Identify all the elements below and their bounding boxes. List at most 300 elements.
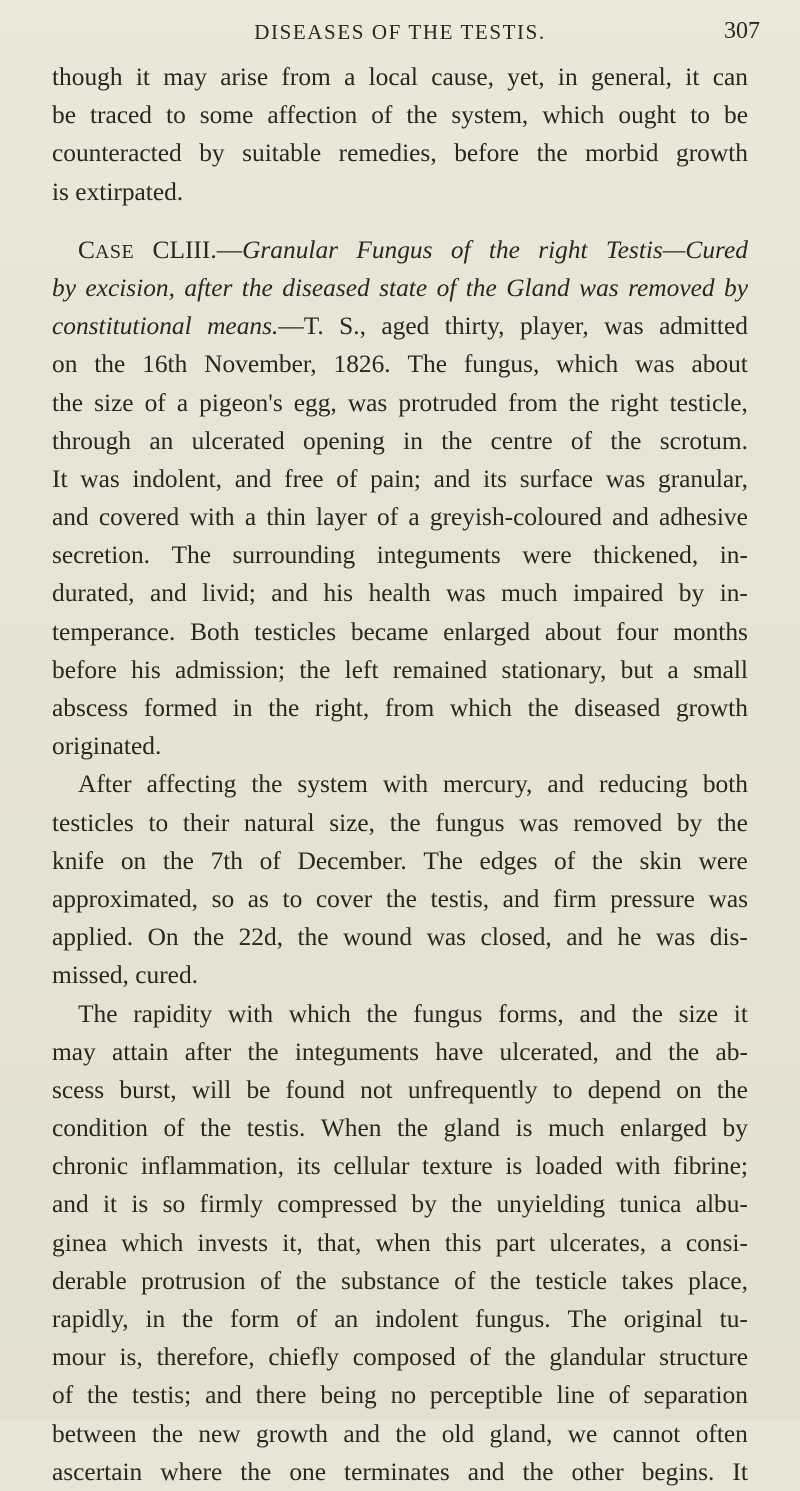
word: local xyxy=(368,63,418,91)
word: integuments xyxy=(294,1037,419,1066)
word: was xyxy=(604,312,644,341)
word: the xyxy=(366,999,398,1028)
running-head: DISEASES OF THE TESTIS. xyxy=(254,20,546,44)
word: the xyxy=(536,139,568,168)
word: free xyxy=(284,464,324,493)
text-line xyxy=(52,765,748,803)
word: fungus xyxy=(413,999,483,1028)
text-line xyxy=(52,1033,748,1071)
word: of xyxy=(570,426,593,455)
word: On xyxy=(147,923,179,952)
word: growth xyxy=(256,1419,328,1448)
word: a xyxy=(244,503,257,532)
word: of xyxy=(259,846,281,875)
word: burst, xyxy=(119,1075,177,1104)
word: cover xyxy=(315,884,373,913)
word: the xyxy=(151,1419,183,1448)
word: from xyxy=(281,63,331,91)
word: which xyxy=(556,350,619,379)
word: from xyxy=(508,388,558,417)
word: the xyxy=(488,235,520,264)
word: four xyxy=(616,617,659,646)
word: about xyxy=(691,350,748,379)
word: growth xyxy=(676,139,748,168)
word: as xyxy=(247,884,269,913)
word: traced xyxy=(89,101,152,130)
word: S., xyxy=(339,312,366,341)
word: therefore, xyxy=(156,1343,255,1372)
word: much xyxy=(501,579,558,608)
word: which xyxy=(288,999,351,1028)
word: and xyxy=(343,1419,380,1448)
word: state xyxy=(379,273,428,302)
word: compressed xyxy=(277,1190,398,1219)
word: a xyxy=(660,1228,672,1257)
word: remedies, xyxy=(338,139,437,168)
word: pressure xyxy=(610,884,695,913)
text-line xyxy=(52,345,748,383)
word: dis- xyxy=(709,923,748,952)
word: Testis—Cured xyxy=(605,235,748,264)
word: from xyxy=(384,694,435,722)
text-line xyxy=(52,384,748,422)
word: it xyxy=(102,1190,118,1219)
word: was xyxy=(519,808,559,837)
word: thirty, xyxy=(444,312,505,341)
word: with xyxy=(382,770,429,799)
word: form xyxy=(229,1305,280,1333)
word: by xyxy=(199,139,225,168)
word: was xyxy=(426,923,467,952)
text-line xyxy=(52,173,748,211)
word: surrounding xyxy=(232,541,356,570)
word: the xyxy=(522,1457,554,1486)
word: was xyxy=(655,923,696,952)
word: 16th xyxy=(142,350,188,379)
word: begins. xyxy=(641,1457,715,1486)
word: ought xyxy=(618,101,677,130)
word: admitted xyxy=(659,312,748,341)
word: often xyxy=(695,1419,748,1448)
word: no xyxy=(390,1381,417,1410)
text-line xyxy=(52,574,748,612)
word: the xyxy=(200,1114,232,1143)
word: the xyxy=(240,1457,272,1486)
word: 1826. xyxy=(333,350,391,379)
word: he xyxy=(617,923,642,952)
word: left xyxy=(344,655,379,684)
word: aged xyxy=(381,312,430,341)
word: ascertain xyxy=(52,1457,143,1486)
page-number: 307 xyxy=(724,18,760,44)
word: CLIII.—Granular xyxy=(152,235,339,264)
word: inflammation, xyxy=(140,1152,284,1181)
word: of xyxy=(377,503,399,532)
word: loaded xyxy=(534,1152,603,1181)
word: adhesive xyxy=(659,503,748,532)
word: small xyxy=(692,655,748,684)
word: with xyxy=(227,999,274,1028)
word: unfrequently xyxy=(407,1075,538,1104)
text-line xyxy=(52,1224,748,1262)
word: temperance. xyxy=(52,617,176,646)
word: The xyxy=(567,1305,607,1333)
word: that, xyxy=(316,1228,362,1257)
word: structure xyxy=(659,1343,748,1372)
word: we xyxy=(567,1419,598,1448)
word: rapidly, xyxy=(52,1305,129,1333)
word: The xyxy=(423,846,463,875)
word: growth xyxy=(675,694,748,722)
text-line xyxy=(52,460,748,498)
word: its xyxy=(296,1152,321,1181)
word: the xyxy=(52,388,84,417)
word: was xyxy=(80,464,120,493)
word: protrusion xyxy=(141,1266,246,1295)
word: there xyxy=(255,1381,307,1410)
word: though xyxy=(52,63,123,91)
text-line xyxy=(52,1338,748,1376)
word: of xyxy=(469,1343,491,1372)
word: the xyxy=(591,846,623,875)
word: found xyxy=(285,1075,345,1104)
word: the xyxy=(465,273,497,302)
text-line xyxy=(52,536,748,574)
body-text xyxy=(52,58,748,1491)
word: of xyxy=(436,273,457,302)
word: knife xyxy=(52,846,105,875)
word: morbid xyxy=(585,139,659,168)
word: old xyxy=(441,1419,475,1448)
word: applied. xyxy=(52,923,134,952)
word: fungus xyxy=(435,808,505,837)
word: in xyxy=(403,426,423,455)
word: gland, xyxy=(489,1419,553,1448)
word: in xyxy=(557,63,578,91)
word: surface xyxy=(519,464,594,493)
word: forms, xyxy=(498,999,564,1028)
word: in xyxy=(145,1305,166,1333)
word: derable xyxy=(52,1266,127,1295)
word: is xyxy=(515,1114,533,1143)
word: was xyxy=(579,273,619,302)
word: layer xyxy=(316,503,367,532)
word: mercury, xyxy=(443,770,533,799)
word: to xyxy=(552,1075,573,1104)
word: affection xyxy=(267,101,358,130)
word: the xyxy=(397,1114,429,1143)
word: other xyxy=(571,1457,624,1486)
word: the xyxy=(299,655,331,684)
word: part xyxy=(495,1228,536,1257)
word: consi- xyxy=(685,1228,748,1257)
word: before xyxy=(52,655,117,684)
word: ulcerated xyxy=(191,426,285,455)
word: 7th xyxy=(210,846,244,875)
word: health xyxy=(368,579,431,608)
word: and xyxy=(234,464,272,493)
word: so xyxy=(162,1190,186,1219)
word: the xyxy=(295,1266,327,1295)
word: enlarged xyxy=(620,1114,707,1143)
word: extirpated. xyxy=(75,177,184,206)
word: player, xyxy=(519,312,589,341)
word: fungus. xyxy=(475,1305,551,1333)
word: of xyxy=(608,1381,630,1410)
text-line xyxy=(52,1415,748,1453)
text-line xyxy=(52,842,748,880)
word: of xyxy=(52,1381,74,1410)
word: composed xyxy=(352,1343,456,1372)
word: and xyxy=(579,999,617,1028)
word: Both xyxy=(190,617,240,646)
word: were xyxy=(522,541,572,570)
word: 22d, xyxy=(238,923,284,952)
word: and xyxy=(566,923,603,952)
word: and xyxy=(433,464,471,493)
word: counteracted xyxy=(52,139,182,168)
word: after xyxy=(184,273,233,302)
word: in- xyxy=(719,541,748,570)
word: by xyxy=(724,273,748,302)
word: the xyxy=(527,694,559,722)
word: removed xyxy=(628,273,715,302)
word: with xyxy=(615,1152,661,1181)
word: on xyxy=(120,846,147,875)
word: thin xyxy=(266,503,306,532)
text-line xyxy=(52,1147,748,1185)
word: When xyxy=(320,1114,382,1143)
word: be xyxy=(246,1075,271,1104)
word: the xyxy=(504,1343,536,1372)
word: will xyxy=(191,1075,232,1104)
word: system, xyxy=(451,101,529,130)
text-line xyxy=(52,613,748,651)
word: pain; xyxy=(370,464,421,493)
word: when xyxy=(375,1228,431,1257)
word: which xyxy=(542,101,605,130)
word: the xyxy=(385,884,417,913)
text-line xyxy=(52,651,748,689)
word: ab- xyxy=(715,1037,748,1066)
word: ulcerated, xyxy=(499,1037,599,1066)
word: by xyxy=(722,1114,748,1143)
word: testicle, xyxy=(669,388,748,417)
word: thickened, xyxy=(593,541,699,570)
word: both xyxy=(702,770,748,799)
word: testicle xyxy=(535,1266,608,1295)
word: cause, xyxy=(431,63,494,91)
word: It xyxy=(732,1457,748,1486)
word: stationary, xyxy=(501,655,607,684)
word: which xyxy=(121,1228,184,1257)
word: Gland xyxy=(506,273,570,302)
word: but xyxy=(620,655,654,684)
word: be xyxy=(724,101,748,130)
word: of xyxy=(163,1114,185,1143)
word: being xyxy=(320,1381,377,1410)
text-line xyxy=(52,918,748,956)
word: separation xyxy=(643,1381,748,1410)
word: is xyxy=(505,1152,523,1181)
word: integuments xyxy=(376,541,501,570)
word: ginea xyxy=(52,1228,107,1257)
word: firmly xyxy=(199,1190,263,1219)
word: the xyxy=(241,273,273,302)
word: December. xyxy=(297,846,407,875)
word: covered xyxy=(98,503,180,532)
word: wound xyxy=(342,923,413,952)
word: the xyxy=(489,1266,521,1295)
text-line xyxy=(52,231,748,269)
word: the xyxy=(668,1037,700,1066)
text-line xyxy=(52,727,748,765)
word: the xyxy=(389,808,421,837)
word: was xyxy=(605,464,646,493)
word: and xyxy=(205,1381,242,1410)
word: opening xyxy=(303,426,385,455)
word: line xyxy=(556,1381,595,1410)
word: this xyxy=(444,1228,482,1257)
word: constitutional xyxy=(52,312,192,341)
word: the xyxy=(451,1190,483,1219)
word: the xyxy=(568,388,600,417)
word: and xyxy=(615,1037,652,1066)
word: granular, xyxy=(658,464,748,493)
word: indolent, xyxy=(132,464,223,493)
word: firm xyxy=(552,884,597,913)
word: scrotum. xyxy=(659,426,748,455)
word: which xyxy=(449,694,512,722)
word: testicles xyxy=(254,617,337,646)
word: through xyxy=(52,426,131,455)
word: egg, xyxy=(293,388,337,417)
word: place, xyxy=(688,1266,748,1295)
word: by xyxy=(411,1190,437,1219)
word: of xyxy=(336,464,358,493)
word: of xyxy=(454,1266,476,1295)
word: right xyxy=(538,235,588,264)
word: is xyxy=(52,177,69,206)
word: enlarged xyxy=(443,617,531,646)
word: remained xyxy=(392,655,488,684)
text-line xyxy=(52,1453,748,1491)
word: it, xyxy=(282,1228,303,1257)
page-header xyxy=(40,16,760,52)
word: by xyxy=(52,273,76,302)
word: pigeon's xyxy=(199,388,283,417)
word: and xyxy=(271,579,308,608)
word: about xyxy=(544,617,602,646)
word: diseased xyxy=(574,694,661,722)
word: After xyxy=(78,770,132,799)
text-line xyxy=(52,96,748,134)
word: on xyxy=(676,1075,702,1104)
word: new xyxy=(198,1419,241,1448)
word: approximated, xyxy=(52,884,198,913)
word: texture xyxy=(422,1152,493,1181)
word: condition xyxy=(52,1114,148,1143)
word: fibrine; xyxy=(673,1152,748,1181)
word: the xyxy=(441,426,473,455)
word: durated, xyxy=(52,579,135,608)
word: one xyxy=(289,1457,326,1486)
word: not xyxy=(360,1075,393,1104)
word: secretion. xyxy=(52,541,150,570)
word: the xyxy=(716,808,748,837)
word: a xyxy=(344,63,356,91)
word: a xyxy=(408,503,420,532)
word: attain xyxy=(112,1037,169,1066)
word: CASE xyxy=(78,235,135,264)
text-line xyxy=(52,269,748,307)
word: and xyxy=(547,770,585,799)
word: to xyxy=(690,101,710,130)
word: diseased xyxy=(282,273,370,302)
word: The xyxy=(407,350,447,379)
word: it xyxy=(733,999,748,1028)
word: months xyxy=(673,617,748,646)
word: between xyxy=(52,1419,137,1448)
word: size xyxy=(94,388,134,417)
word: the xyxy=(395,1419,427,1448)
word: the xyxy=(268,694,300,722)
word: The xyxy=(171,541,211,570)
text-line xyxy=(52,1300,748,1338)
word: an xyxy=(149,426,174,455)
word: some xyxy=(199,101,254,130)
word: tu- xyxy=(719,1305,748,1333)
word: cured. xyxy=(135,961,198,990)
word: of xyxy=(371,101,393,130)
word: centre xyxy=(490,426,553,455)
text-line xyxy=(52,1109,748,1147)
text-line xyxy=(52,498,748,536)
word: and xyxy=(52,503,89,532)
word: chronic xyxy=(52,1152,129,1181)
word: perceptible xyxy=(429,1381,543,1410)
word: cannot xyxy=(612,1419,681,1448)
word: their xyxy=(182,808,230,837)
text-line xyxy=(52,422,748,460)
word: glandular xyxy=(549,1343,646,1372)
word: an xyxy=(334,1305,359,1333)
text-line xyxy=(52,1071,748,1109)
text-line xyxy=(52,804,748,842)
word: skin xyxy=(639,846,682,875)
word: on xyxy=(52,350,78,379)
word: of xyxy=(554,846,576,875)
word: Fungus xyxy=(356,235,433,264)
word: after xyxy=(184,1037,232,1066)
word: testis; xyxy=(131,1381,192,1410)
word: the xyxy=(610,426,642,455)
word: terminates xyxy=(344,1457,450,1486)
word: edges xyxy=(479,846,538,875)
word: to xyxy=(282,884,303,913)
word: in- xyxy=(719,579,748,608)
word: closed, xyxy=(480,923,552,952)
word: removed xyxy=(573,808,663,837)
word: the xyxy=(87,1381,119,1410)
word: original xyxy=(623,1305,703,1333)
word: greyish-coloured xyxy=(429,503,602,532)
word: of xyxy=(450,235,471,264)
word: and xyxy=(52,1190,89,1219)
text-line xyxy=(52,307,748,345)
word: can xyxy=(712,63,748,91)
word: was xyxy=(347,388,388,417)
